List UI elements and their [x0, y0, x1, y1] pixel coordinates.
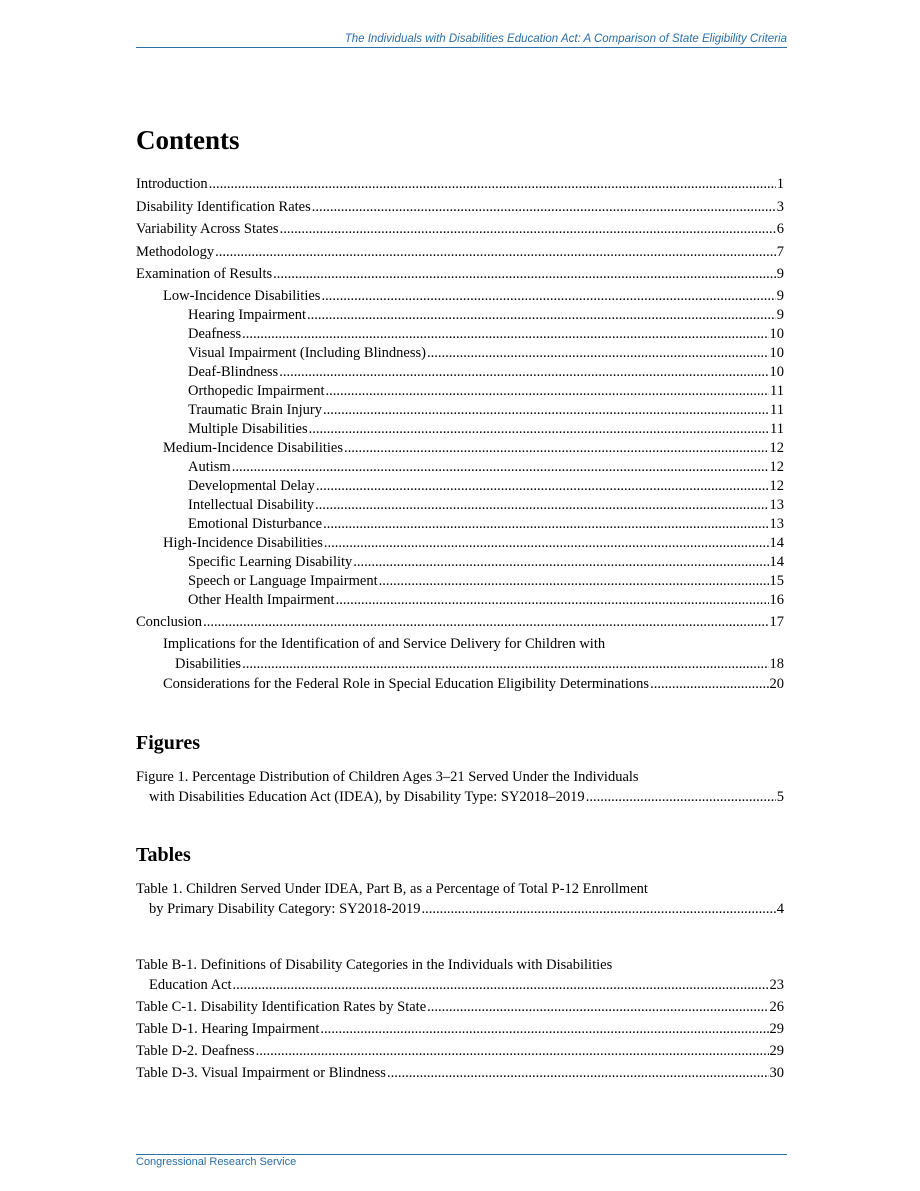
toc-entry[interactable]: Developmental Delay ..... 12 — [188, 476, 784, 496]
table-entry-first-line[interactable]: Table 1. Children Served Under IDEA, Part B, as a Percentage of Total P-12 Enrollment — [136, 881, 648, 897]
tables-heading: Tables — [136, 844, 191, 866]
toc-entry[interactable]: High-Incidence Disabilities ..... 14 — [163, 533, 784, 553]
toc-entry[interactable]: Intellectual Disability ..... 13 — [188, 495, 784, 515]
table-entry[interactable]: Table D-3. Visual Impairment or Blindness ..... 30 — [136, 1063, 784, 1083]
toc-entry[interactable]: Conclusion ..... 17 — [136, 612, 784, 632]
header-title: The Individuals with Disabilities Education Act: A Comparison of State Eligibility Criteria — [344, 33, 787, 45]
toc-entry[interactable]: Examination of Results ..... 9 — [136, 264, 784, 284]
toc-entry[interactable]: Visual Impairment (Including Blindness) ..... 10 — [188, 343, 784, 363]
figures-heading: Figures — [136, 732, 201, 754]
table-entry-first-line[interactable]: Table B-1. Definitions of Disability Categories in the Individuals with Disabilities — [136, 957, 613, 973]
footer-rule — [136, 1154, 787, 1155]
toc-entry[interactable]: Autism ..... 12 — [188, 457, 784, 477]
toc-entry[interactable]: Orthopedic Impairment ..... 11 — [188, 381, 784, 401]
toc-entry[interactable]: Deaf-Blindness ..... 10 — [188, 362, 784, 382]
figure-entry-first-line[interactable]: Figure 1. Percentage Distribution of Children Ages 3–21 Served Under the Individuals — [136, 769, 639, 785]
toc-entry[interactable]: Disabilities ..... 18 — [175, 654, 784, 674]
footer-label: Congressional Research Service — [136, 1156, 297, 1168]
toc-entry[interactable]: Emotional Disturbance ..... 13 — [188, 514, 784, 534]
table-entry[interactable]: Table C-1. Disability Identification Rates by State ..... 26 — [136, 997, 784, 1017]
table-entry[interactable]: Education Act ..... 23 — [149, 975, 784, 995]
table-entry[interactable]: Table D-1. Hearing Impairment ..... 29 — [136, 1019, 784, 1039]
table-entry[interactable]: Table D-2. Deafness ..... 29 — [136, 1041, 784, 1061]
toc-entry[interactable]: Other Health Impairment ..... 16 — [188, 590, 784, 610]
toc-entry[interactable]: Introduction ..... 1 — [136, 174, 784, 194]
toc-entry[interactable]: Traumatic Brain Injury ..... 11 — [188, 400, 784, 420]
toc-entry[interactable]: Disability Identification Rates ..... 3 — [136, 197, 784, 217]
toc-entry-first-line[interactable]: Implications for the Identification of and Service Delivery for Children with — [163, 636, 606, 652]
toc-entry[interactable]: Low-Incidence Disabilities ..... 9 — [163, 286, 784, 306]
toc-entry[interactable]: Speech or Language Impairment ..... 15 — [188, 571, 784, 591]
figure-entry[interactable]: with Disabilities Education Act (IDEA), by Disability Type: SY2018–2019 ..... 5 — [149, 787, 784, 807]
running-header — [136, 33, 787, 48]
toc-entry[interactable]: Methodology ..... 7 — [136, 242, 784, 262]
toc-entry[interactable]: Multiple Disabilities ..... 11 — [188, 419, 784, 439]
toc-entry[interactable]: Deafness ..... 10 — [188, 324, 784, 344]
toc-entry[interactable]: Medium-Incidence Disabilities ..... 12 — [163, 438, 784, 458]
toc-entry[interactable]: Considerations for the Federal Role in Special Education Eligibility Determinations ..... 20 — [163, 674, 784, 694]
toc-entry[interactable]: Specific Learning Disability ..... 14 — [188, 552, 784, 572]
table-entry[interactable]: by Primary Disability Category: SY2018-2019 ..... 4 — [149, 899, 784, 919]
contents-heading: Contents — [136, 125, 240, 155]
toc-entry[interactable]: Variability Across States ..... 6 — [136, 219, 784, 239]
toc-entry[interactable]: Hearing Impairment ..... 9 — [188, 305, 784, 325]
